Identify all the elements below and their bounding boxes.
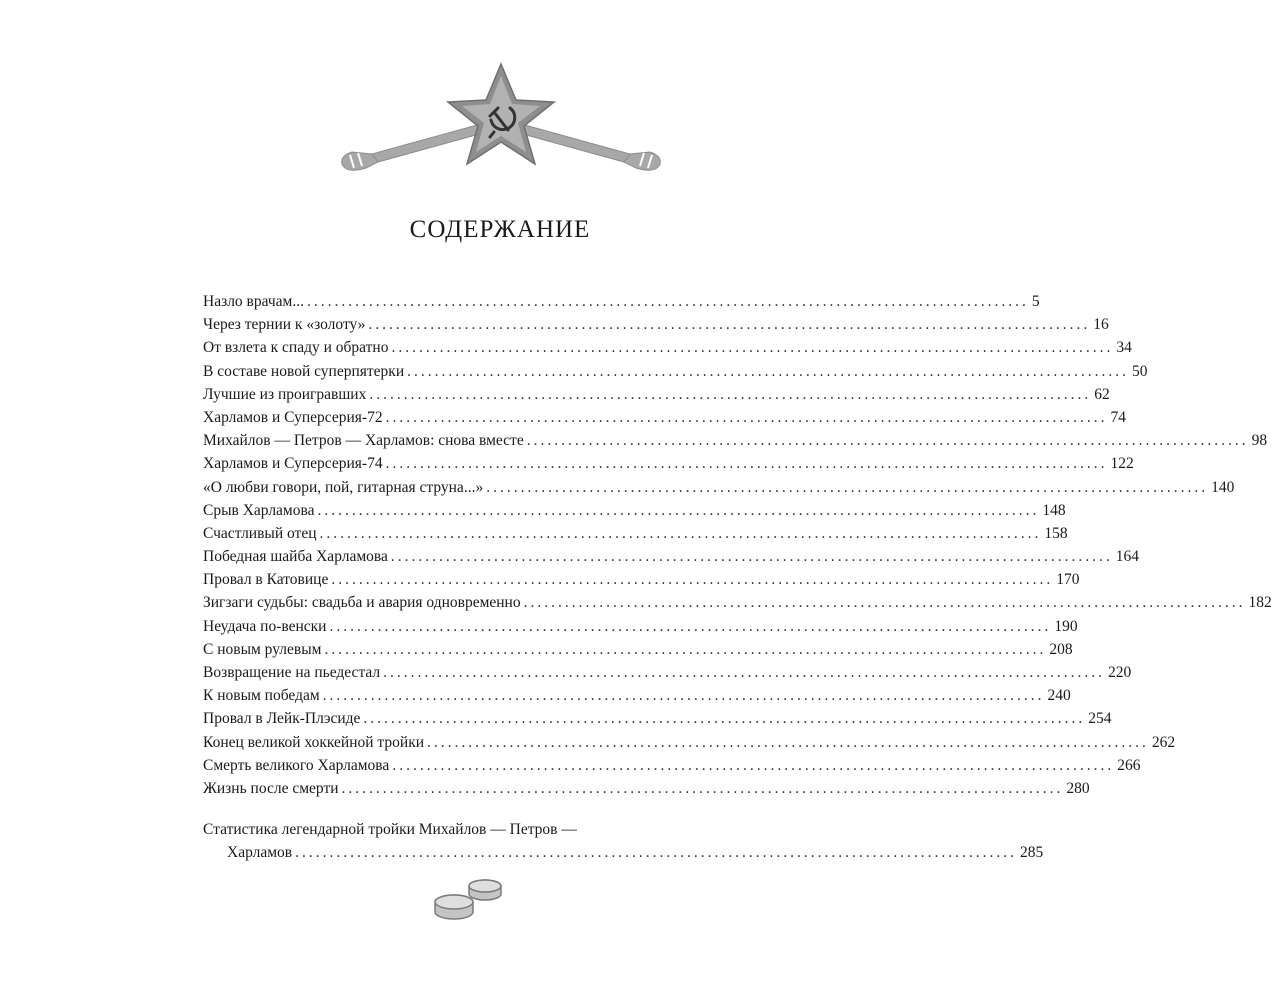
toc-leader-dots: ......................................................................................................... [368,316,1091,334]
toc-leader-dots: ......................................................................................................... [324,640,1047,658]
toc-entry-title: С новым рулевым [203,640,322,658]
toc-entry [203,313,1109,336]
puck-front [435,895,473,919]
toc-entry-title: Провал в Катовице [203,571,329,589]
toc-entry [203,429,1268,452]
toc-leader-dots: ......................................................................................................... [385,408,1108,426]
toc-entry [203,360,1148,383]
toc-entry [203,406,1126,429]
toc-appendix-page: 285 [1020,844,1044,862]
toc-entry-title: Назло врачам... [203,293,304,310]
toc-entry [203,522,1068,545]
toc-leader-dots: ......................................................................................................... [392,756,1115,774]
toc-entry-title: Лучшие из проигравших [203,385,367,403]
toc-entry-title: Провал в Лейк-Плэсиде [203,710,361,728]
toc-entry-title: Харламов и Суперсерия-72 [203,408,383,426]
toc-leader-dots: ......................................................................................................... [391,339,1114,357]
toc-entry-page: 182 [1248,594,1272,612]
toc-entry-title: Возвращение на пьедестал [203,664,381,681]
toc-leader-dots: ......................................................................................................... [307,293,1029,310]
toc-leader-dots: ......................................................................................................... [427,733,1149,751]
toc-entry-page: 62 [1094,385,1110,403]
toc-entry [203,568,1080,591]
toc-leader-dots: ......................................................................................................... [486,478,1209,496]
toc-entry [203,452,1134,475]
toc-leader-dots: ......................................................................................................... [383,664,1106,681]
toc-entry-page: 140 [1211,478,1235,496]
toc-entry-page: 74 [1110,408,1126,426]
toc-entry [203,707,1112,730]
toc-entry-page: 122 [1110,455,1134,473]
toc-entry-title: Смерть великого Харламова [203,756,390,774]
toc-entry-title: В составе новой суперпятерки [203,362,405,380]
toc-entry [203,754,1141,777]
toc-entry-page: 170 [1056,571,1080,589]
toc-entry-title: Михайлов — Петров — Харламов: снова вместе [203,432,524,450]
toc-entry-title: Жизнь после смерти [203,779,339,797]
toc-entry-page: 164 [1115,548,1140,566]
puck-back [469,880,501,900]
right-hockey-stick [508,122,660,170]
toc-leader-dots: ......................................................................................................... [322,687,1045,705]
toc-entry-page: 34 [1116,339,1132,357]
toc-leader-dots: ......................................................................................................... [341,779,1064,797]
toc-entry-page: 16 [1093,316,1109,334]
toc-entry [203,777,1090,800]
toc-entry-page: 266 [1117,756,1141,774]
toc-entry-page: 50 [1132,362,1148,380]
left-hockey-stick [342,122,494,170]
toc-entry-title: Через тернии к «золоту» [203,316,366,334]
toc-entry [203,661,1132,684]
toc-entry [203,383,1110,406]
toc-appendix-title-line2-row [203,841,1044,864]
toc-entry-title: Неудача по-венски [203,617,327,635]
toc-leader-dots: ......................................................................................................... [363,710,1086,728]
toc-entry-title: Срыв Харламова [203,501,315,519]
toc-entry [203,591,1272,614]
toc-leader-dots: ......................................................................................................... [319,524,1042,542]
toc-entry [203,290,1040,313]
toc-entry [203,731,1176,754]
toc-entry-page: 158 [1044,524,1068,542]
toc-entry-page: 240 [1047,687,1071,705]
toc-appendix-title-line1: Статистика легендарной тройки Михайлов — Петров — [203,821,577,838]
toc-entry-title: От взлета к спаду и обратно [203,339,389,357]
toc-entry-title: Счастливый отец [203,524,317,542]
toc-entry-page: 208 [1049,640,1073,658]
toc-entry [203,476,1235,499]
toc-leader-dots: ......................................................................................................... [317,501,1040,519]
hockey-pucks-icon [433,876,503,924]
toc-entry-title: Конец великой хоккейной тройки [203,733,425,751]
toc-leader-dots: ......................................................................................................... [407,362,1129,380]
toc-entry-page: 5 [1031,293,1040,310]
toc-appendix-entry [203,818,1044,864]
toc-entry [203,684,1071,707]
toc-entry [203,545,1140,568]
toc-entry-page: 190 [1054,617,1078,635]
toc-entry [203,499,1066,522]
toc-entry [203,615,1078,638]
toc-leader-dots: ......................................................................................................... [526,432,1249,450]
toc-entry-page: 254 [1088,710,1112,728]
toc-entry [203,638,1073,661]
table-of-contents [203,290,1272,800]
toc-entry-page: 220 [1108,664,1132,681]
toc-entry-title: Победная шайба Харламова [203,548,388,566]
toc-entry-title: «О любви говори, пой, гитарная струна...» [203,478,484,496]
toc-entry-page: 98 [1251,432,1268,450]
toc-entry-title: Зигзаги судьбы: свадьба и авария одновременно [203,594,521,612]
toc-entry-title: К новым победам [203,687,320,705]
toc-leader-dots: ......................................................................................................... [295,844,1017,862]
toc-leader-dots: ......................................................................................................... [523,594,1246,612]
page-title: СОДЕРЖАНИЕ [409,216,591,243]
toc-entry-page: 148 [1042,501,1066,519]
toc-entry-page: 262 [1151,733,1176,751]
toc-entry-page: 280 [1066,779,1090,797]
toc-appendix-title-line2: Харламов [227,844,293,862]
toc-leader-dots: ......................................................................................................... [331,571,1054,589]
toc-entry [203,336,1132,359]
toc-leader-dots: ......................................................................................................... [390,548,1113,566]
toc-leader-dots: ......................................................................................................... [385,455,1108,473]
toc-leader-dots: ......................................................................................................... [369,385,1092,403]
toc-entry-title: Харламов и Суперсерия-74 [203,455,383,473]
toc-leader-dots: ......................................................................................................... [329,617,1052,635]
hockey-sticks-star-hammer-sickle-icon [338,60,664,176]
